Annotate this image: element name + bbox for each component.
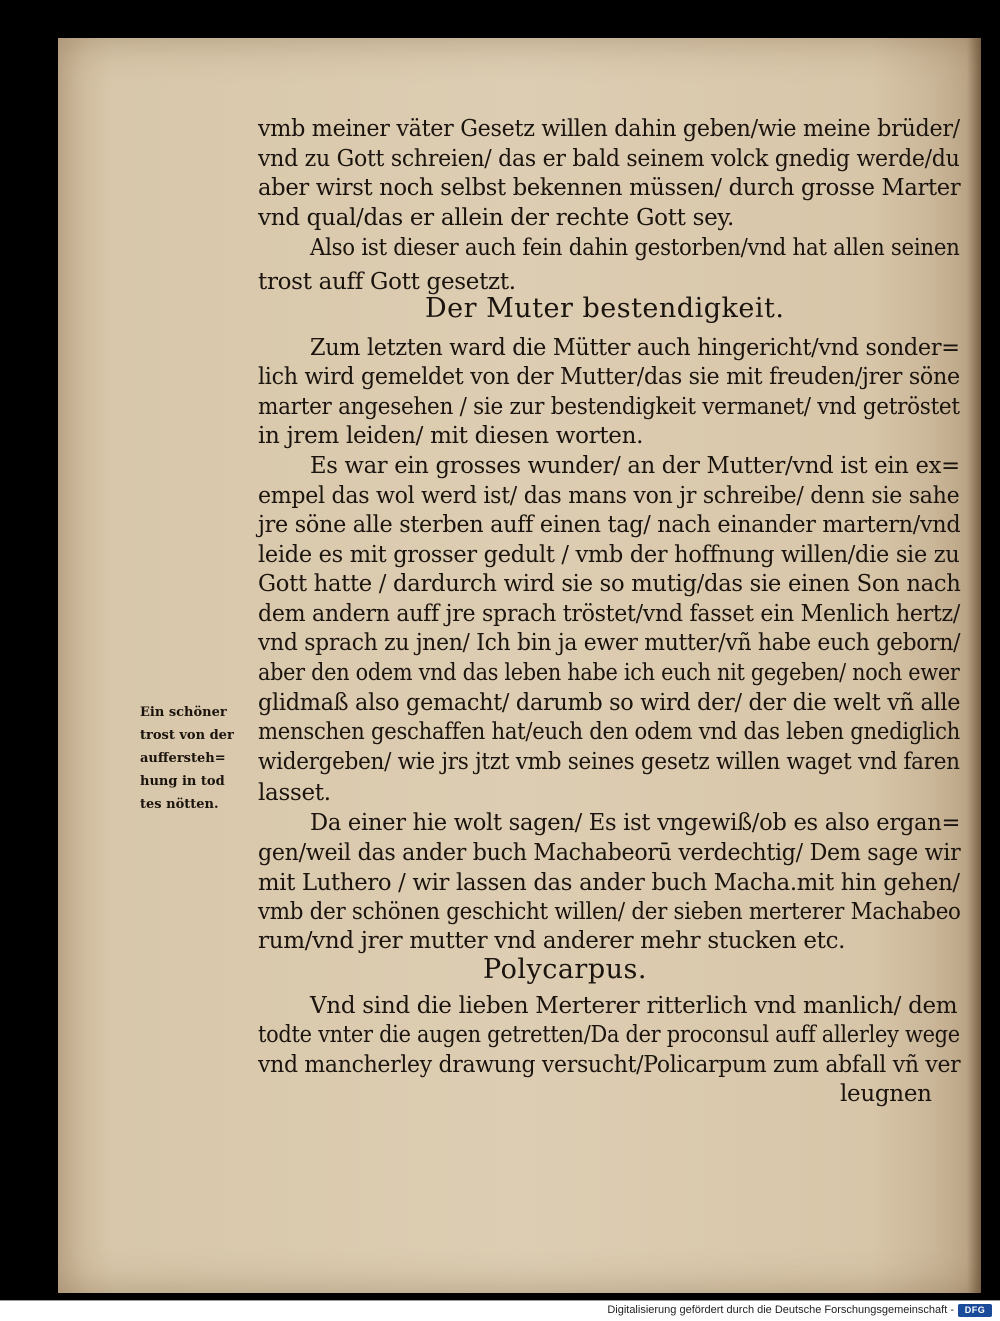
text-line: in jrem leiden/ mit diesen worten. bbox=[258, 423, 644, 449]
text-line: vnd qual/das er allein der rechte Gott sey. bbox=[258, 205, 735, 231]
text-line: marter angesehen / sie zur bestendigkeit vermanet/ vnd getröstet bbox=[258, 394, 960, 420]
text-line: aber den odem vnd das leben habe ich euch nit gegeben/ noch ewer bbox=[258, 660, 960, 686]
text-line: empel das wol werd ist/ das mans von jr schreibe/ denn sie sahe bbox=[258, 483, 960, 509]
marginal-note-line: hung in tod bbox=[140, 774, 225, 789]
text-line: widergeben/ wie jrs jtzt vmb seines gesetz willen waget vnd faren bbox=[258, 749, 960, 775]
text-line: Es war ein grosses wunder/ an der Mutter/vnd ist ein ex= bbox=[310, 453, 960, 479]
section-heading: Der Muter bestendigkeit. bbox=[425, 293, 785, 324]
marginal-note-line: Ein schöner bbox=[140, 705, 227, 720]
text-line: Vnd sind die lieben Merterer ritterlich vnd manlich/ dem bbox=[310, 993, 958, 1019]
text-line: glidmaß also gemacht/ darumb so wird der/ der die welt vñ alle bbox=[258, 690, 961, 716]
text-line: vnd mancherley drawung versucht/Policarpum zum abfall vñ ver bbox=[258, 1052, 961, 1078]
text-line: vmb der schönen geschicht willen/ der sieben merterer Machabeo bbox=[258, 899, 961, 925]
text-line: lasset. bbox=[258, 780, 331, 806]
text-line: mit Luthero / wir lassen das ander buch Macha.mit hin gehen/ bbox=[258, 870, 960, 896]
dfg-logo[interactable]: DFG bbox=[958, 1304, 992, 1317]
text-line: Da einer hie wolt sagen/ Es ist vngewiß/ob es also ergan= bbox=[310, 810, 961, 836]
text-line: leide es mit grosser gedult / vmb der hoffnung willen/die sie zu bbox=[258, 542, 960, 568]
footer-bar bbox=[0, 1300, 1000, 1321]
text-line: todte vnter die augen getretten/Da der proconsul auff allerley wege bbox=[258, 1022, 960, 1048]
marginal-note-line: auffersteh= bbox=[140, 751, 226, 766]
text-line: lich wird gemeldet von der Mutter/das sie mit freuden/jrer söne bbox=[258, 364, 960, 390]
text-line: vnd sprach zu jnen/ Ich bin ja ewer mutter/vñ habe euch geborn/ bbox=[258, 630, 961, 656]
text-line: trost auff Gott gesetzt. bbox=[258, 269, 516, 295]
text-line: vmb meiner väter Gesetz willen dahin geben/wie meine brüder/ bbox=[258, 116, 960, 142]
text-line: menschen geschaffen hat/euch den odem vnd das leben gnediglich bbox=[258, 719, 961, 745]
text-line: aber wirst noch selbst bekennen müssen/ durch grosse Marter bbox=[258, 175, 961, 201]
catchword: leugnen bbox=[840, 1081, 932, 1107]
text-line: jre söne alle sterben auff einen tag/ nach einander martern/vnd bbox=[258, 512, 961, 538]
text-line: Zum letzten ward die Mütter auch hingericht/vnd sonder= bbox=[310, 335, 960, 361]
text-line: dem andern auff jre sprach tröstet/vnd fasset ein Menlich hertz/ bbox=[258, 601, 961, 627]
text-line: Gott hatte / dardurch wird sie so mutig/das sie einen Son nach bbox=[258, 571, 961, 597]
text-line: gen/weil das ander buch Machabeorū verdechtig/ Dem sage wir bbox=[258, 840, 961, 866]
text-line: Also ist dieser auch fein dahin gestorben/vnd hat allen seinen bbox=[310, 235, 960, 261]
text-line: vnd zu Gott schreien/ das er bald seinem volck gnedig werde/du bbox=[258, 146, 960, 172]
section-heading: Polycarpus. bbox=[483, 954, 647, 985]
marginal-note-line: trost von der bbox=[140, 728, 234, 743]
funding-credit: Digitalisierung gefördert durch die Deutsche Forschungsgemeinschaft - bbox=[607, 1304, 954, 1316]
text-line: rum/vnd jrer mutter vnd anderer mehr stucken etc. bbox=[258, 928, 846, 954]
marginal-note-line: tes nötten. bbox=[140, 797, 219, 812]
